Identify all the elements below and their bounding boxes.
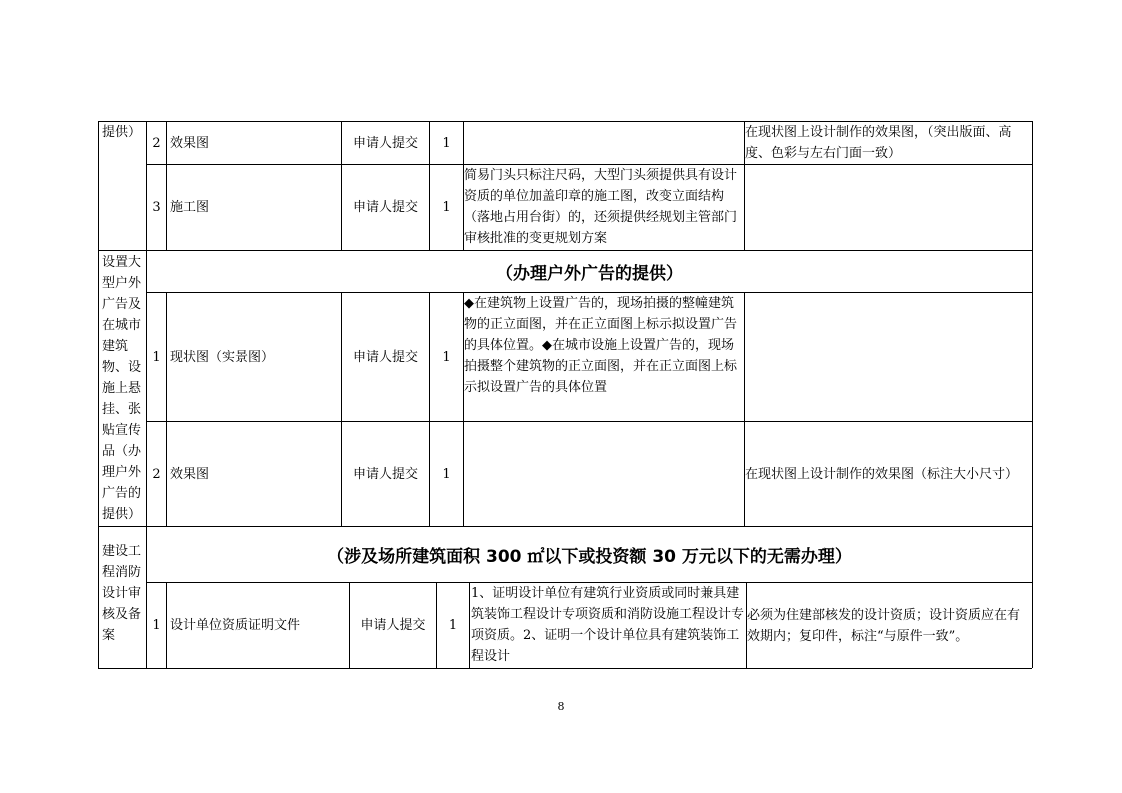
material-source: 申请人提交 — [352, 349, 418, 365]
row-number: 2 — [152, 466, 161, 482]
material-requirement: 1、证明设计单位有建筑行业资质或同时兼具建筑装饰工程设计专项资质和消防设施工程设计专项资质。2、证明一个设计单位具有建筑装饰工程设计 — [471, 586, 745, 664]
copy-count: 1 — [442, 135, 451, 151]
section-label: 设置大型户外广告及在城市建筑物、设施上悬挂、张贴宣传品（办理户外广告的提供） — [102, 255, 142, 522]
material-notes: 在现状图上设计制作的效果图（标注大小尺寸） — [745, 466, 1019, 482]
material-source: 申请人提交 — [360, 618, 426, 633]
material-notes — [745, 165, 1032, 250]
row-number: 1 — [152, 349, 161, 365]
copy-count: 1 — [448, 618, 458, 633]
material-name: 施工图 — [170, 200, 210, 215]
material-notes: 必须为住建部核发的设计资质；设计资质应在有效期内；复印件，标注“与原件一致”。 — [747, 607, 1021, 644]
col-line-left — [98, 121, 99, 668]
material-requirement: ◆在建筑物上设置广告的，现场拍摄的整幢建筑物的正立面图，并在正立面图上标示拟设置广告的具体位置。◆在城市设施上设置广告的，现场拍摄整个建筑物的正立面图，并在正立面图上标示拟设置广告的具体位置 — [464, 296, 738, 395]
col-line — [166, 582, 167, 668]
row-line-bottom — [98, 668, 1032, 669]
material-requirement — [464, 422, 744, 526]
material-source: 申请人提交 — [352, 135, 418, 151]
page-number: 8 — [557, 700, 565, 713]
copy-count: 1 — [442, 200, 451, 215]
col-line — [166, 121, 167, 250]
material-source: 申请人提交 — [352, 466, 418, 482]
material-requirement — [464, 122, 744, 164]
copy-count: 1 — [442, 466, 451, 482]
material-requirement: 简易门头只标注尺码，大型门头须提供具有设计资质的单位加盖印章的施工图，改变立面结构（落地占用台街）的，还须提供经规划主管部门审核批准的变更规划方案 — [464, 168, 738, 246]
material-notes — [745, 293, 1032, 421]
col-line — [469, 582, 470, 668]
section-label: 提供） — [102, 125, 142, 140]
section-label: 建设工程消防设计审核及备案 — [102, 544, 142, 643]
section-banner: （办理户外广告的提供） — [496, 264, 683, 284]
row-number: 3 — [152, 200, 161, 215]
material-notes: 在现状图上设计制作的效果图，（突出版面、高度、色彩与左右门面一致） — [745, 125, 1012, 161]
section-banner: （涉及场所建筑面积 300 ㎡以下或投资额 30 万元以下的无需办理） — [327, 547, 852, 567]
material-name: 现状图（实景图） — [170, 349, 275, 365]
col-line-right — [1032, 121, 1033, 668]
row-number: 1 — [152, 618, 161, 633]
material-name: 设计单位资质证明文件 — [170, 618, 301, 633]
material-name: 效果图 — [170, 135, 210, 151]
col-line — [166, 292, 167, 526]
copy-count: 1 — [442, 349, 451, 365]
material-name: 效果图 — [170, 466, 210, 482]
row-number: 2 — [152, 135, 161, 151]
material-source: 申请人提交 — [352, 200, 418, 215]
